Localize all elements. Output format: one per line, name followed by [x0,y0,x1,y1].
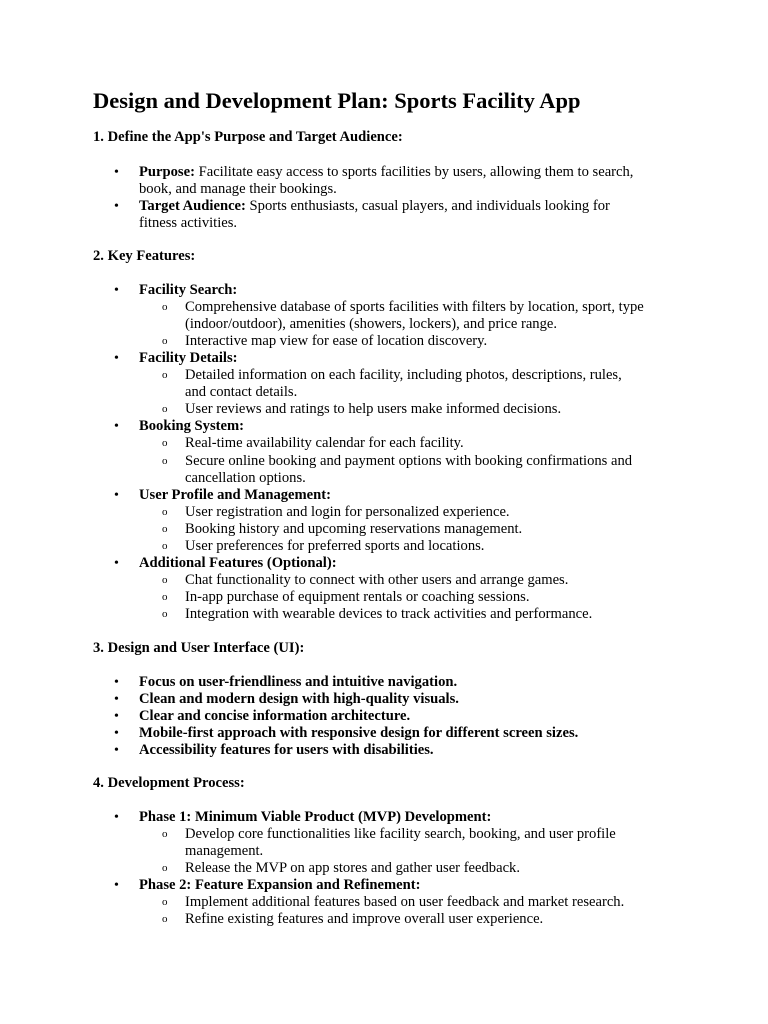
list-item-cont: (indoor/outdoor), amenities (showers, lockers), and price range. [185,316,558,332]
user-profile-label-text: User Profile and Management: [139,487,331,503]
sub-bullet-icon: o [162,574,168,586]
list-item-text: Accessibility features for users with disabilities. [139,742,434,758]
list-item: Interactive map view for ease of location discovery. [185,333,488,349]
list-item: Booking history and upcoming reservations management. [185,521,523,537]
booking-system-label [139,418,244,435]
list-item: Chat functionality to connect with other users and arrange games. [185,572,569,588]
list-item: In-app purchase of equipment rentals or coaching sessions. [185,589,530,605]
list-item-text: Mobile-first approach with responsive design for different screen sizes. [139,725,579,741]
purpose-item [139,164,633,181]
audience-text-cont: fitness activities. [139,215,238,231]
section-3-heading: 3. Design and User Interface (UI): [93,640,305,656]
list-item: Release the MVP on app stores and gather user feedback. [185,860,521,876]
phase-1-label [139,809,491,826]
list-item [139,742,434,759]
sub-bullet-icon: o [162,913,168,925]
list-item: Real-time availability calendar for each facility. [185,435,464,451]
sub-bullet-icon: o [162,369,168,381]
sub-bullet-icon: o [162,437,168,449]
audience-label: Target Audience: [139,198,246,214]
bullet-icon: • [114,488,119,503]
sub-bullet-icon: o [162,896,168,908]
phase-2-label [139,877,420,894]
section-4-heading: 4. Development Process: [93,775,245,791]
section-1-heading: 1. Define the App's Purpose and Target Audience: [93,129,403,145]
list-item-text: Clear and concise information architecture. [139,708,411,724]
bullet-icon: • [114,283,119,298]
bullet-icon: • [114,810,119,825]
bullet-icon: • [114,199,119,214]
list-item-text: Clean and modern design with high-quality visuals. [139,691,459,707]
list-item [139,674,457,691]
audience-text: Sports enthusiasts, casual players, and individuals looking for [249,198,610,214]
list-item: User reviews and ratings to help users make informed decisions. [185,401,562,417]
list-item: Implement additional features based on user feedback and market research. [185,894,625,910]
bullet-icon: • [114,692,119,707]
phase-1-label-text: Phase 1: Minimum Viable Product (MVP) Development: [139,809,492,825]
list-item: Develop core functionalities like facility search, booking, and user profile [185,826,616,842]
bullet-icon: • [114,743,119,758]
facility-search-label [139,282,237,299]
sub-bullet-icon: o [162,828,168,840]
section-2-heading: 2. Key Features: [93,248,196,264]
bullet-icon: • [114,556,119,571]
list-item-cont: cancellation options. [185,470,306,486]
sub-bullet-icon: o [162,523,168,535]
additional-features-label-text: Additional Features (Optional): [139,555,337,571]
additional-features-label [139,555,337,572]
bullet-icon: • [114,726,119,741]
list-item: Integration with wearable devices to track activities and performance. [185,606,593,622]
list-item [139,725,578,742]
list-item: Refine existing features and improve overall user experience. [185,911,544,927]
purpose-label: Purpose: [139,164,195,180]
bullet-icon: • [114,351,119,366]
facility-details-label [139,350,237,367]
purpose-text-cont: book, and manage their bookings. [139,181,337,197]
sub-bullet-icon: o [162,335,168,347]
bullet-icon: • [114,675,119,690]
list-item-cont: and contact details. [185,384,298,400]
document-title: Design and Development Plan: Sports Facility App [93,88,581,113]
list-item: User registration and login for personalized experience. [185,504,510,520]
facility-details-label-text: Facility Details: [139,350,238,366]
list-item: Secure online booking and payment options with booking confirmations and [185,453,633,469]
sub-bullet-icon: o [162,540,168,552]
sub-bullet-icon: o [162,862,168,874]
sub-bullet-icon: o [162,301,168,313]
facility-search-label-text: Facility Search: [139,282,238,298]
sub-bullet-icon: o [162,403,168,415]
booking-system-label-text: Booking System: [139,418,245,434]
list-item [139,708,410,725]
bullet-icon: • [114,709,119,724]
audience-item [139,198,610,215]
list-item [139,691,459,708]
list-item: User preferences for preferred sports and locations. [185,538,485,554]
sub-bullet-icon: o [162,455,168,467]
sub-bullet-icon: o [162,506,168,518]
list-item-text: Focus on user-friendliness and intuitive navigation. [139,674,458,690]
bullet-icon: • [114,419,119,434]
list-item-cont: management. [185,843,264,859]
phase-2-label-text: Phase 2: Feature Expansion and Refinement: [139,877,421,893]
bullet-icon: • [114,878,119,893]
bullet-icon: • [114,165,119,180]
purpose-text: Facilitate easy access to sports facilities by users, allowing them to search, [198,164,634,180]
sub-bullet-icon: o [162,591,168,603]
user-profile-label [139,487,331,504]
list-item: Detailed information on each facility, including photos, descriptions, rules, [185,367,622,383]
sub-bullet-icon: o [162,608,168,620]
list-item: Comprehensive database of sports facilities with filters by location, sport, type [185,299,644,315]
